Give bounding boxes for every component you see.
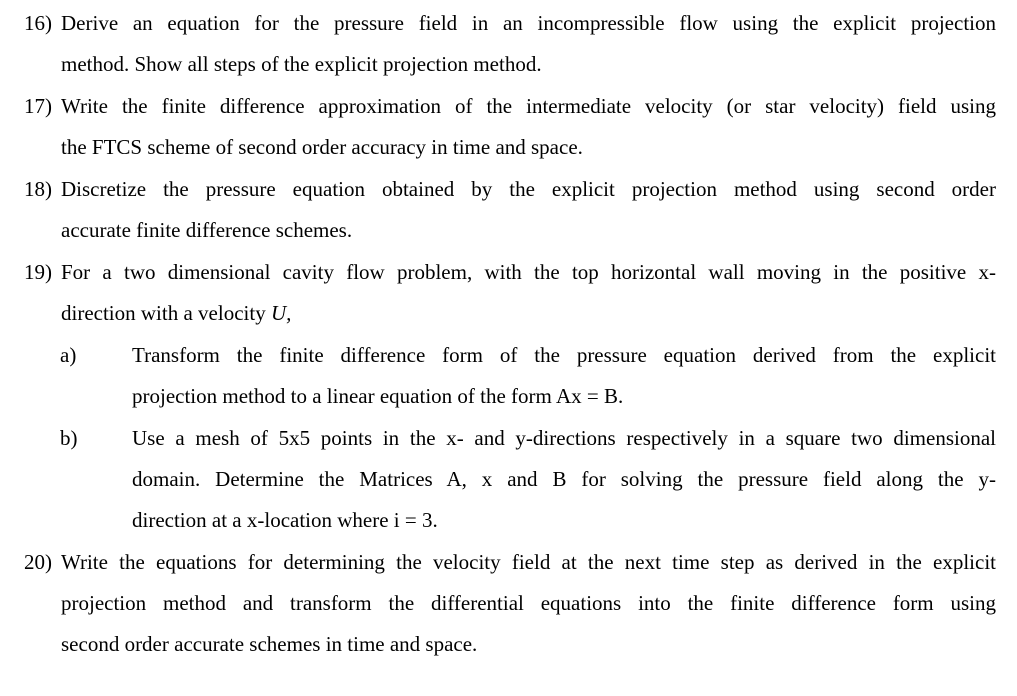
question-number: 17) (24, 94, 52, 118)
question-text-segment: direction with a velocity (61, 301, 266, 325)
question-text-line: method. Show all steps of the explicit projection method. (61, 52, 542, 76)
question-number: 20) (24, 550, 52, 574)
part-label: a) (60, 343, 77, 367)
question-number: 19) (24, 260, 52, 284)
part-text-line: Use a mesh of 5x5 points in the x- and y-directions respectively in a square two dimensional (132, 426, 996, 450)
part-text-line: Transform the finite difference form of the pressure equation derived from the explicit (132, 343, 996, 367)
question-text-line: Derive an equation for the pressure field in an incompressible flow using the explicit projection (61, 11, 996, 35)
question-text-line: Write the equations for determining the velocity field at the next time step as derived in the explicit (61, 550, 996, 574)
question-text-line: projection method and transform the differential equations into the finite difference form using (61, 591, 996, 615)
question-number: 16) (24, 11, 52, 35)
question-text-line: the FTCS scheme of second order accuracy in time and space. (61, 135, 583, 159)
question-text-line: Discretize the pressure equation obtained by the explicit projection method using second order (61, 177, 996, 201)
part-text-line: projection method to a linear equation of the form Ax = B. (132, 384, 624, 408)
velocity-symbol: U, (270, 301, 292, 325)
question-text-line (61, 300, 291, 326)
part-text-line: direction at a x-location where i = 3. (132, 508, 438, 532)
part-label: b) (60, 426, 78, 450)
part-text-line: domain. Determine the Matrices A, x and B for solving the pressure field along the y- (132, 467, 996, 491)
question-text-line: For a two dimensional cavity flow problem, with the top horizontal wall moving in the positive x- (61, 260, 996, 284)
question-text-line: Write the finite difference approximation of the intermediate velocity (or star velocity) field using (61, 94, 996, 118)
question-text-line: second order accurate schemes in time and space. (61, 632, 478, 656)
question-number: 18) (24, 177, 52, 201)
question-text-line: accurate finite difference schemes. (61, 218, 353, 242)
